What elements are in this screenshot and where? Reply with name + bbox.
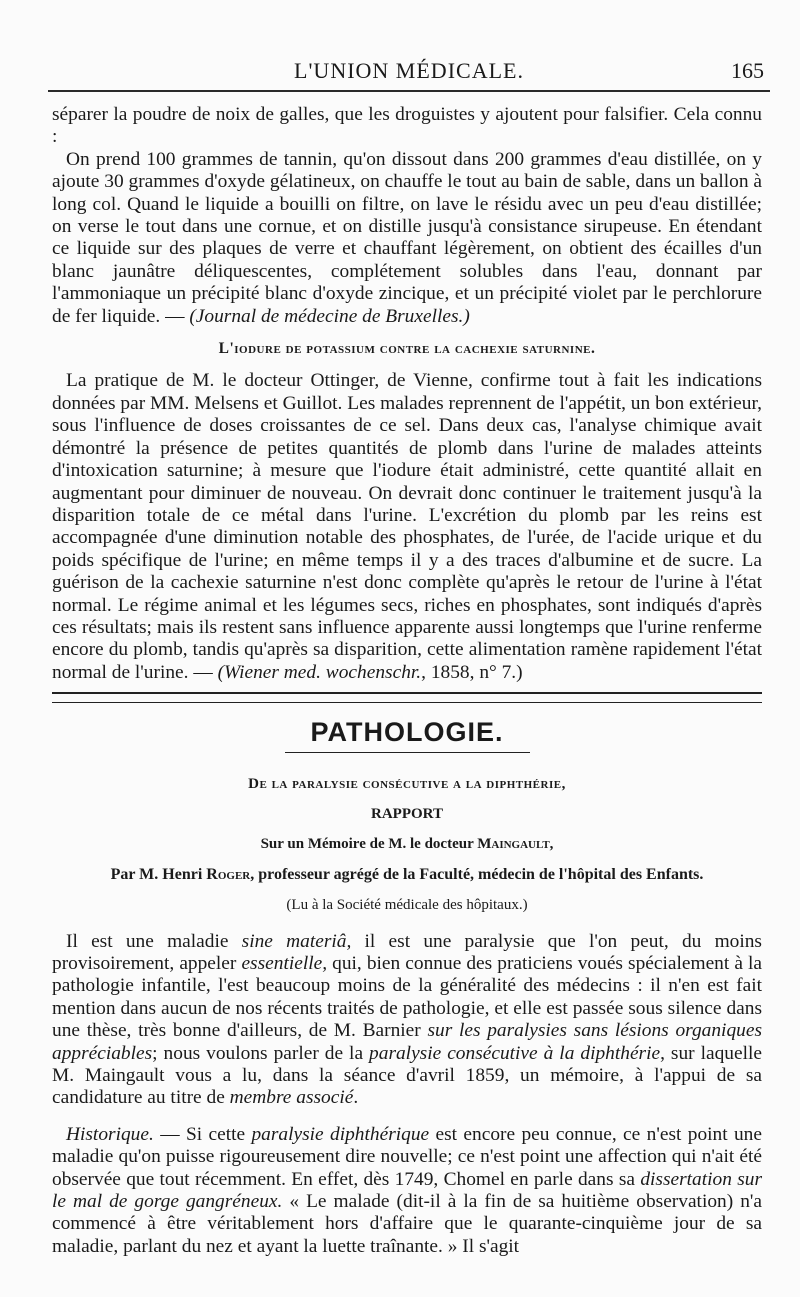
paragraph-historique: [52, 1124, 762, 1258]
paragraph-ottinger: [52, 370, 762, 684]
paragraph-continuation: [52, 104, 762, 149]
text-run: , sur laquelle M. Maingault vous a lu, dans la séance d'avril 1859, un mémoire, à l'appui de sa candidature au titre de: [52, 1042, 762, 1109]
italic-run: sine materiâ,: [241, 930, 352, 952]
reporter-prefix: Par M. Henri: [110, 865, 207, 883]
author-name: Maingault: [477, 836, 550, 853]
italic-run: sur les paralysies sans lésions organiques appréciables: [52, 1020, 762, 1064]
section-title-iodure: L'iodure de potassium contre la cachexie saturnine.: [218, 340, 596, 358]
text-run: il est une paralysie que l'on peut, du moins provisoirement, appeler: [52, 930, 762, 974]
text-run: séparer la poudre de noix de galles, que les droguistes y ajoutent pour falsifier. Cela connu :: [52, 104, 762, 148]
text-run: qui, bien connue des praticiens voués spécialement à la pathologie infantile, l'est beaucoup moins de la généralité des médecins : il n'en est fait mention dans aucun de nos récents traités de pathologie, et elle est passée sous silence dans une thèse, très bonne d'ailleurs, de M. Barnier: [52, 953, 762, 1042]
running-header: [48, 48, 770, 92]
page-number: 165: [731, 58, 764, 83]
text-run: — Si cette: [153, 1123, 252, 1145]
reporter-suffix: , professeur agrégé de la Faculté, médecin de l'hôpital des Enfants.: [250, 865, 704, 883]
reporter-name: Roger: [206, 865, 251, 883]
text-run: La pratique de M. le docteur Ottinger, de Vienne, confirme tout à fait les indications données par MM. Melsens et Guillot. Les malades reprennent de l'appétit, un bon extérieur, sous l'influence de doses croissantes de ce sel. Dans deux cas, l'analyse chimique avait démontré la présence de petites quantités de plomb dans l'urine de malades atteints d'intoxication saturnine; à mesure que l'iodure était administré, cette quantité allait en augmentant pour diminuer de nouveau. On devrait donc continuer le traitement jusqu'à la disparition totale de ce métal dans l'urine. L'excrétion du plomb par les reins est accompagnée d'une diminution notable des phosphates, de l'urée, de l'acide urique et du poids spécifique de l'urine; en même temps il y a des traces d'albumine et de sucre. La guérison de la cachexie saturnine n'est donc complète qu'après le retour de l'urine à l'état normal. Le régime animal et les légumes secs, riches en phosphates, sont indiqués d'après ces résultats; mais ils restent sans influence apparente aussi longtemps que l'urine renferme encore du plomb, tandis qu'après sa disparition, cette alimentation ramène rapidement l'état normal de l'urine. —: [52, 370, 762, 683]
text-run: « Le malade (dit-il à la fin de sa huitième observation) n'a commencé à être véritablement hors d'affaire que le quarante-cinquième jour de sa maladie, parlant du nez et ayant la luette traînante. » Il s'agit: [52, 1191, 762, 1257]
rapport-label: RAPPORT: [371, 805, 443, 822]
reporter-line: [52, 864, 762, 886]
italic-run: (Journal de médecine de Bruxelles.): [189, 305, 470, 327]
read-at-note: (Lu à la Société médicale des hôpitaux.): [286, 897, 528, 914]
text-run: .: [353, 1087, 359, 1109]
text-run: est encore peu connue, ce n'est point une maladie qu'on puisse rigoureusement dire nouvelle; ce n'est point une affection qui n'ait été observée que tout récemment. En effet, dès 1749, Chomel en parle dans sa: [52, 1123, 762, 1190]
section-heading-pathologie: PATHOLOGIE.: [310, 717, 504, 748]
journal-title: L'UNION MÉDICALE.: [294, 58, 524, 83]
paragraph-recipe: [52, 149, 762, 328]
italic-run: paralysie consécutive à la diphthérie: [369, 1042, 661, 1064]
author-line-suffix: ,: [549, 836, 554, 853]
paragraph-sine-materia: [52, 931, 762, 1110]
text-run: , 1858, n° 7.): [421, 661, 523, 683]
author-line-prefix: Sur un Mémoire de M. le docteur: [260, 836, 478, 853]
italic-run: Historique.: [66, 1123, 154, 1145]
text-run: On prend 100 grammes de tannin, qu'on dissout dans 200 grammes d'eau distillée, on y ajoute 30 grammes d'oxyde gélatineux, on chauffe le tout au bain de sable, dans un ballon à long col. Quand le liquide a bouilli on filtre, on lave le résidu avec un peu d'eau distillée; on verse le tout dans une cornue, et on distille jusqu'à consistance sirupeuse. En étendant ce liquide sur des plaques de verre et chauffant légèrement, on obtient des écailles d'un blanc jaunâtre déliquescentes, complétement solubles dans l'eau, donnant par l'ammoniaque un précipité blanc d'oxyde zincique, et un précipité violet par le perchlorure de fer liquide. —: [52, 148, 762, 327]
italic-run: essentielle,: [241, 953, 328, 974]
heading-underline: [285, 752, 530, 753]
text-run: ; nous voulons parler de la: [152, 1042, 370, 1064]
body-text: [52, 104, 762, 1258]
italic-run: paralysie diphthérique: [251, 1123, 430, 1145]
italic-run: (Wiener med. wochenschr.: [217, 661, 422, 683]
italic-run: membre associé: [229, 1087, 354, 1109]
section-divider: [52, 692, 762, 703]
text-run: Il est une maladie: [66, 930, 242, 952]
article-title: De la paralysie consécutive a la diphthérie,: [248, 775, 566, 792]
italic-run: dissertation sur le mal de gorge gangréneux.: [52, 1168, 763, 1213]
author-line: [52, 833, 762, 855]
